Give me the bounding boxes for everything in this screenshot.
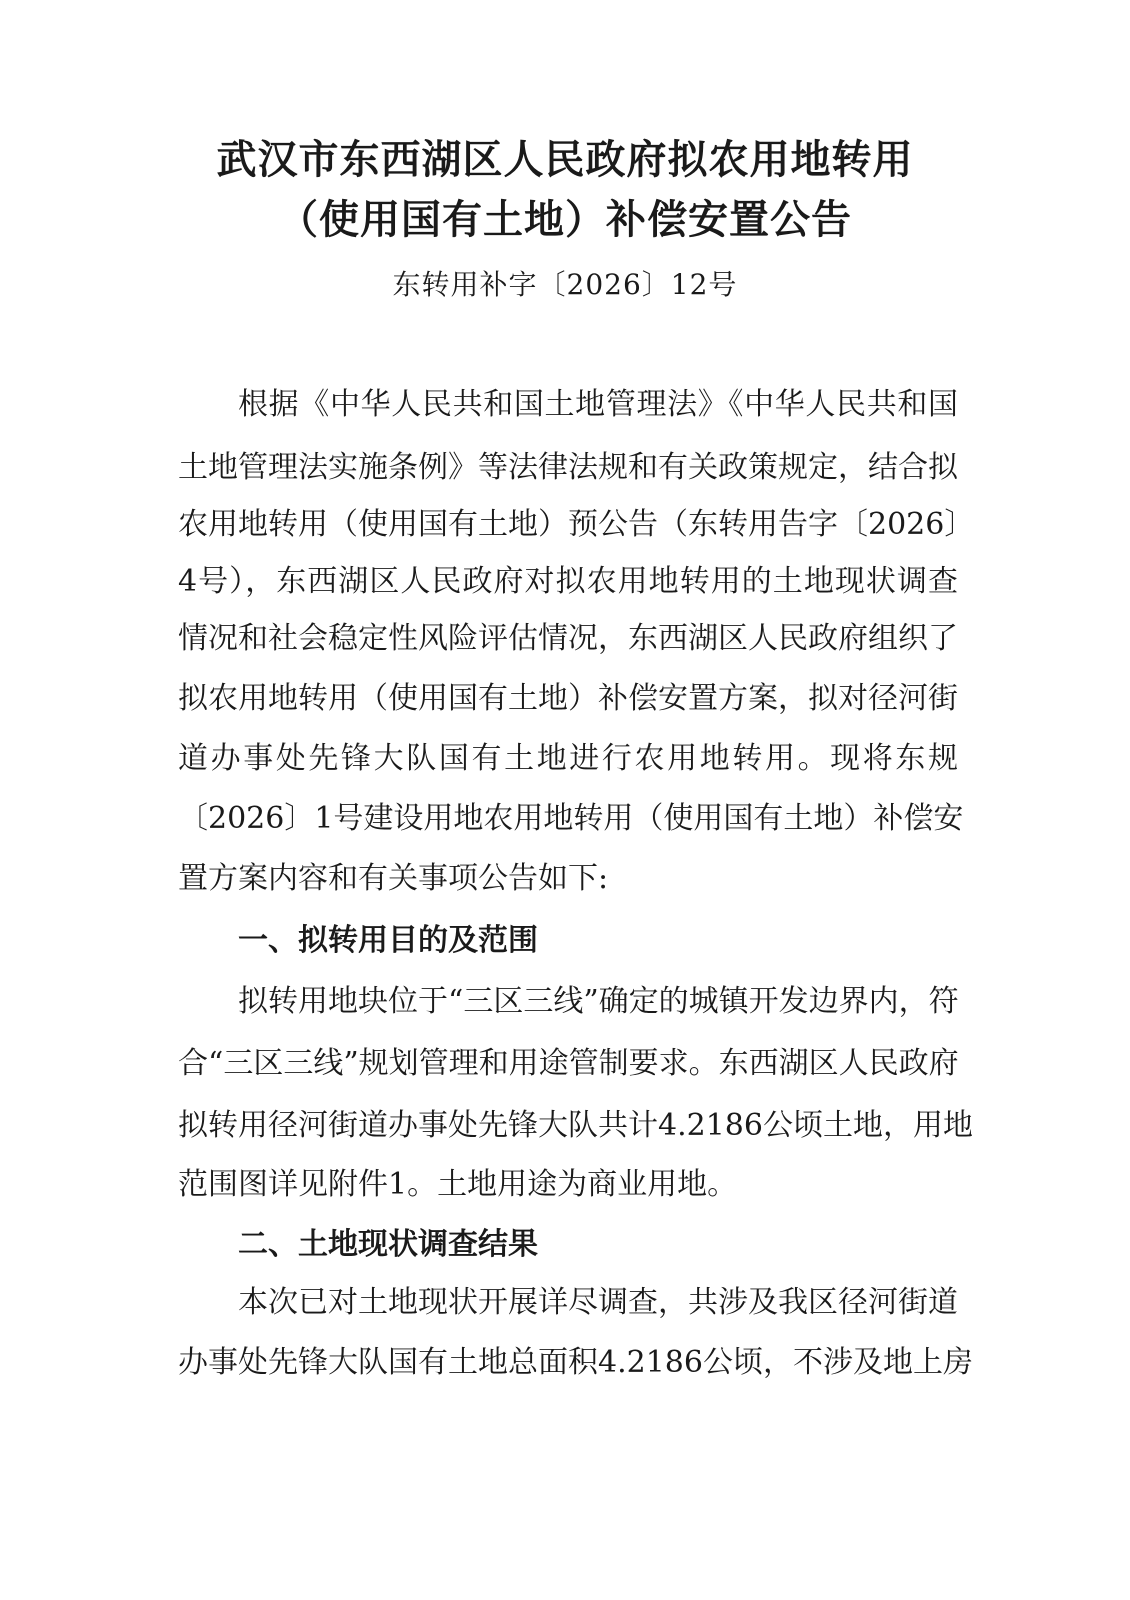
- intro-line: 道办事处先锋大队国有土地进行农用地转用。现将东规: [178, 741, 958, 776]
- section2-line: 本次已对土地现状开展详尽调查，共涉及我区径河街道: [238, 1285, 958, 1320]
- intro-line: 4号），东西湖区人民政府对拟农用地转用的土地现状调查: [178, 564, 958, 599]
- intro-line: 拟农用地转用（使用国有土地）补偿安置方案，拟对径河街: [178, 681, 958, 716]
- section-heading-1: 一、拟转用目的及范围: [238, 923, 538, 958]
- document-number: 东转用补字〔2026〕12号: [392, 268, 738, 301]
- intro-line: 情况和社会稳定性风险评估情况，东西湖区人民政府组织了: [178, 621, 958, 656]
- intro-line: 根据《中华人民共和国土地管理法》《中华人民共和国: [238, 387, 958, 422]
- title-line-2: （使用国有土地）补偿安置公告: [278, 197, 852, 243]
- title-line-1: 武汉市东西湖区人民政府拟农用地转用: [216, 137, 914, 183]
- intro-line: 土地管理法实施条例》等法律法规和有关政策规定，结合拟: [178, 450, 958, 485]
- intro-line: 〔2026〕1号建设用地农用地转用（使用国有土地）补偿安: [178, 801, 964, 836]
- section1-line: 范围图详见附件1。土地用途为商业用地。: [178, 1167, 738, 1202]
- section1-line: 合“三区三线”规划管理和用途管制要求。东西湖区人民政府: [178, 1046, 959, 1081]
- section-heading-2: 二、土地现状调查结果: [238, 1227, 538, 1262]
- section2-line: 办事处先锋大队国有土地总面积4.2186公顷，不涉及地上房: [178, 1345, 973, 1380]
- intro-line: 置方案内容和有关事项公告如下:: [178, 861, 609, 896]
- section1-line: 拟转用径河街道办事处先锋大队共计4.2186公顷土地，用地: [178, 1108, 973, 1143]
- section1-line: 拟转用地块位于“三区三线”确定的城镇开发边界内，符: [238, 984, 959, 1019]
- intro-line: 农用地转用（使用国有土地）预公告（东转用告字〔2026〕: [178, 507, 975, 542]
